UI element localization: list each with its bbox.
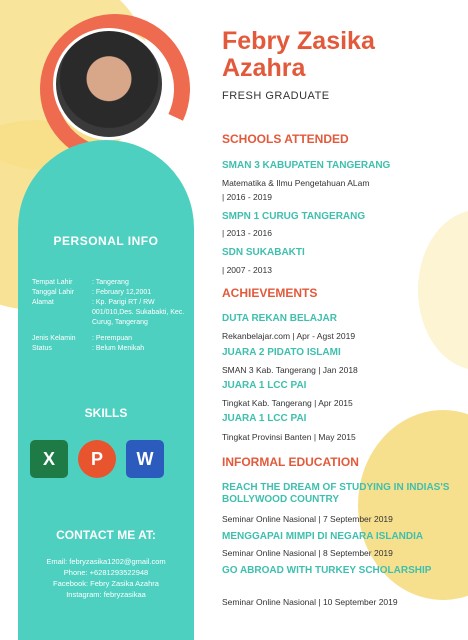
powerpoint-icon: P (78, 440, 116, 478)
personal-info-heading: PERSONAL INFO (53, 234, 159, 248)
school-name: SMPN 1 CURUG TANGERANG (222, 211, 366, 222)
info-value: : Perempuan (92, 335, 133, 342)
info-label: Tempat Lahir (32, 279, 73, 286)
achievement-name: DUTA REKAN BELAJAR (222, 313, 337, 324)
informal-education-detail: Seminar Online Nasional | 8 September 2019 (222, 548, 393, 558)
info-label: Tanggal Lahir (32, 289, 75, 296)
achievement-detail: Tingkat Provinsi Banten | May 2015 (222, 432, 356, 442)
contact-phone: Phone: +6281293522948 (63, 568, 149, 577)
skills-heading: SKILLS (84, 406, 128, 420)
contact-list (18, 556, 194, 600)
info-label: Status (32, 345, 52, 352)
school-detail: Matematika & Ilmu Pengetahuan ALam (222, 178, 370, 188)
candidate-role: FRESH GRADUATE (222, 90, 330, 102)
word-icon: W (126, 440, 164, 478)
personal-info-table (32, 278, 192, 354)
achievement-detail: Tingkat Kab. Tangerang | Apr 2015 (222, 398, 353, 408)
school-name: SMAN 3 KABUPATEN TANGERANG (222, 160, 391, 171)
candidate-name: Febry Zasika Azahra (222, 27, 375, 82)
achievement-detail: SMAN 3 Kab. Tangerang | Jan 2018 (222, 365, 358, 375)
info-row (32, 288, 192, 298)
informal-education-name: MENGGAPAI MIMPI DI NEGARA ISLANDIA (222, 531, 424, 542)
info-value: : Tangerang (92, 279, 129, 286)
informal-education-name: GO ABROAD WITH TURKEY SCHOLARSHIP (222, 565, 432, 576)
school-years: | 2007 - 2013 (222, 265, 272, 275)
informal-education-detail: Seminar Online Nasional | 10 September 2019 (222, 597, 398, 607)
schools-heading: SCHOOLS ATTENDED (222, 132, 349, 146)
achievement-detail: Rekanbelajar.com | Apr - Agst 2019 (222, 331, 356, 341)
contact-heading: CONTACT ME AT: (56, 528, 156, 542)
info-row (32, 344, 192, 354)
achievement-name: JUARA 1 LCC PAI (222, 380, 307, 391)
contact-email: Email: febryzasika1202@gmail.com (46, 557, 166, 566)
info-label: Jenis Kelamin (32, 335, 76, 342)
info-value: : Belum Menikah (92, 345, 145, 352)
achievement-name: JUARA 1 LCC PAI (222, 413, 307, 424)
school-name: SDN SUKABAKTI (222, 247, 305, 258)
contact-facebook: Facebook: Febry Zasika Azahra (53, 579, 159, 588)
info-row (32, 278, 192, 288)
info-row (32, 298, 192, 328)
info-row (32, 334, 192, 344)
informal-education-detail: Seminar Online Nasional | 7 September 2019 (222, 514, 393, 524)
info-value: : Kp. Parigi RT / RW 001/010,Des. Sukabakti, Kec. Curug, Tangerang (92, 299, 185, 326)
avatar (53, 28, 165, 140)
informal-education-heading: INFORMAL EDUCATION (222, 455, 359, 469)
info-value: : February 12,2001 (92, 289, 152, 296)
excel-icon: X (30, 440, 68, 478)
contact-instagram: Instagram: febryzasikaa (66, 590, 146, 599)
informal-education-name: REACH THE DREAM OF STUDYING IN INDIAS'S BOLLYWOOD COUNTRY (222, 482, 450, 505)
achievement-name: JUARA 2 PIDATO ISLAMI (222, 347, 341, 358)
achievements-heading: ACHIEVEMENTS (222, 286, 318, 300)
school-years: | 2013 - 2016 (222, 228, 272, 238)
skill-icons (30, 440, 164, 478)
info-label: Alamat (32, 299, 54, 306)
school-years: | 2016 - 2019 (222, 192, 272, 202)
